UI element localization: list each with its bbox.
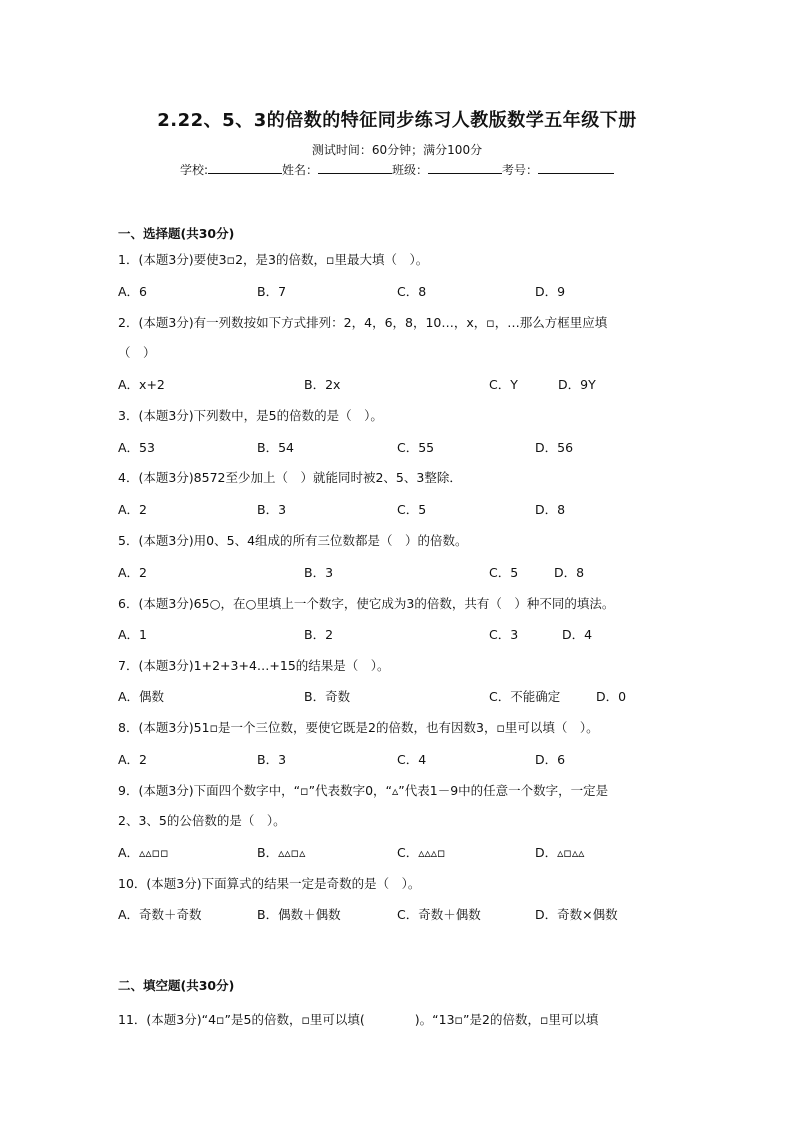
student-info-row — [0, 160, 794, 178]
question-1-option-a[interactable]: A．6 — [118, 284, 148, 299]
question-4-option-a[interactable]: A．2 — [118, 502, 148, 517]
question-8-option-a[interactable]: A．2 — [118, 752, 148, 767]
question-5-option-b[interactable]: B．3 — [304, 565, 334, 580]
question-9-option-a[interactable]: A．▵▵▫▫ — [118, 845, 169, 860]
section-title-choice: 一、选择题(共30分) — [118, 226, 235, 241]
school-label: 学校: — [179, 163, 208, 177]
question-10-option-a[interactable]: A．奇数＋奇数 — [118, 907, 202, 922]
class-blank[interactable] — [428, 160, 502, 174]
question-8-option-b[interactable]: B．3 — [257, 752, 287, 767]
question-9: 9．(本题3分)下面四个数字中，“▫”代表数字0，“▵”代表1－9中的任意一个数字，一定是 — [118, 783, 609, 798]
question-10: 10．(本题3分)下面算式的结果一定是奇数的是（ ）。 — [118, 876, 421, 891]
name-label: 姓名： — [282, 163, 319, 177]
question-3-option-d[interactable]: D．56 — [535, 440, 574, 455]
question-3-option-b[interactable]: B．54 — [257, 440, 294, 455]
question-10-option-d[interactable]: D．奇数×偶数 — [535, 907, 618, 922]
question-8-option-c[interactable]: C．4 — [397, 752, 427, 767]
question-3-option-a[interactable]: A．53 — [118, 440, 155, 455]
question-4: 4．(本题3分)8572至少加上（ ）就能同时被2、5、3整除． — [118, 470, 462, 485]
question-10-option-b[interactable]: B．偶数＋偶数 — [257, 907, 341, 922]
page-title: 2.22、5、3的倍数的特征同步练习人教版数学五年级下册 — [157, 110, 637, 131]
question-7-option-c[interactable]: C．不能确定 — [489, 689, 561, 704]
question-6: 6．(本题3分)65○，在○里填上一个数字，使它成为3的倍数，共有（ ）种不同的填法。 — [118, 596, 615, 611]
question-4-option-c[interactable]: C．5 — [397, 502, 427, 517]
question-4-option-d[interactable]: D．8 — [535, 502, 566, 517]
question-5-option-c[interactable]: C．5 — [489, 565, 519, 580]
section-title-fill-blank: 二、填空题(共30分) — [118, 978, 235, 993]
question-7-option-a[interactable]: A．偶数 — [118, 689, 165, 704]
question-9-continued: 2、3、5的公倍数的是（ ）。 — [118, 813, 286, 828]
question-1-option-b[interactable]: B．7 — [257, 284, 287, 299]
question-2-option-a[interactable]: A．x+2 — [118, 377, 165, 392]
question-10-option-c[interactable]: C．奇数＋偶数 — [397, 907, 481, 922]
question-3: 3．(本题3分)下列数中，是5的倍数的是（ ）。 — [118, 408, 383, 423]
question-7-option-d[interactable]: D．0 — [596, 689, 627, 704]
question-6-option-b[interactable]: B．2 — [304, 627, 334, 642]
question-9-option-b[interactable]: B．▵▵▫▵ — [257, 845, 306, 860]
question-1-option-d[interactable]: D．9 — [535, 284, 566, 299]
test-info: 测试时间：60分钟；满分100分 — [311, 143, 483, 157]
question-8: 8．(本题3分)51▫是一个三位数，要使它既是2的倍数，也有因数3，▫里可以填（ ）。 — [118, 720, 599, 735]
question-9-option-c[interactable]: C．▵▵▵▫ — [397, 845, 446, 860]
question-3-option-c[interactable]: C．55 — [397, 440, 435, 455]
question-2-option-b[interactable]: B．2x — [304, 377, 341, 392]
question-11: 11．(本题3分)“4▫”是5的倍数，▫里可以填( )。“13▫”是2的倍数，▫里可以填 — [118, 1012, 599, 1027]
question-7-option-b[interactable]: B．奇数 — [304, 689, 351, 704]
question-5: 5．(本题3分)用0、5、4组成的所有三位数都是（ ）的倍数。 — [118, 533, 468, 548]
question-2: 2．(本题3分)有一列数按如下方式排列：2，4，6，8，10…，x，▫，…那么方框里应填 — [118, 315, 608, 330]
question-2-option-d[interactable]: D．9Y — [558, 377, 596, 392]
question-8-option-d[interactable]: D．6 — [535, 752, 566, 767]
question-5-option-d[interactable]: D．8 — [554, 565, 585, 580]
question-2-continued: （ ） — [118, 345, 156, 360]
exam-no-blank[interactable] — [538, 160, 614, 174]
question-5-option-a[interactable]: A．2 — [118, 565, 148, 580]
question-6-option-d[interactable]: D．4 — [562, 627, 593, 642]
school-blank[interactable] — [208, 160, 282, 174]
name-blank[interactable] — [318, 160, 392, 174]
class-label: 班级： — [392, 163, 429, 177]
question-2-option-c[interactable]: C．Y — [489, 377, 518, 392]
question-1-option-c[interactable]: C．8 — [397, 284, 427, 299]
question-6-option-c[interactable]: C．3 — [489, 627, 519, 642]
question-4-option-b[interactable]: B．3 — [257, 502, 287, 517]
question-7: 7．(本题3分)1+2+3+4…+15的结果是（ ）。 — [118, 658, 390, 673]
question-9-option-d[interactable]: D．▵▫▵▵ — [535, 845, 585, 860]
exam-no-label: 考号： — [502, 163, 539, 177]
question-6-option-a[interactable]: A．1 — [118, 627, 148, 642]
question-1: 1．(本题3分)要使3▫2，是3的倍数，▫里最大填（ ）。 — [118, 252, 429, 267]
